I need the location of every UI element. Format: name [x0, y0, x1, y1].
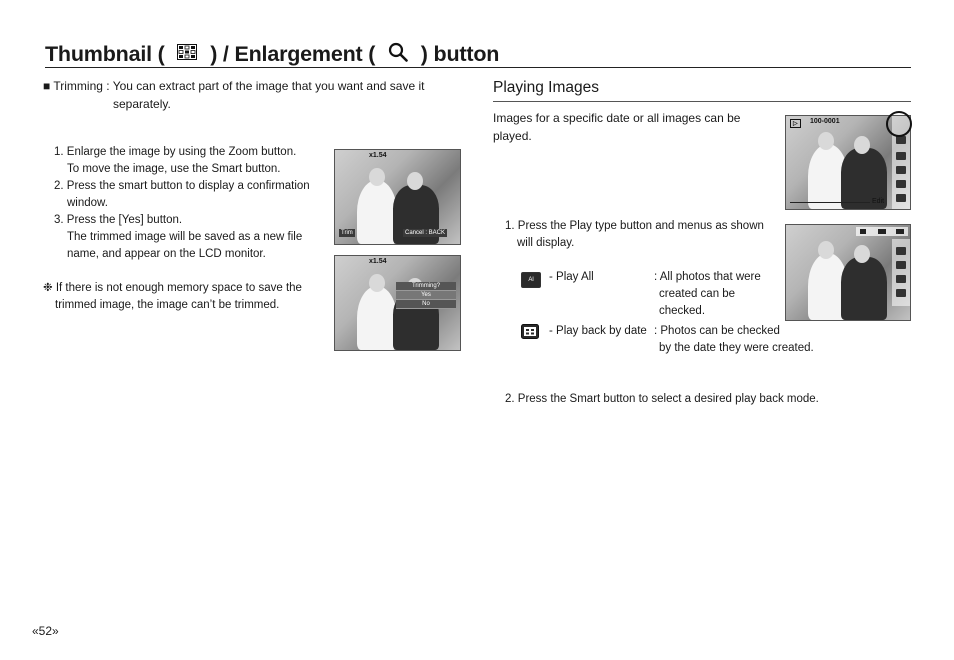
hand-icon: [896, 289, 906, 297]
yes-option[interactable]: Yes: [396, 291, 456, 300]
play-by-date-icon: [521, 324, 539, 339]
title-rule: [45, 67, 911, 68]
no-option[interactable]: No: [396, 300, 456, 309]
cancel-label: Cancel : BACK: [405, 230, 446, 236]
hand-icon: [896, 180, 906, 188]
play-all-desc2: created can be: [659, 288, 736, 300]
date-icon[interactable]: [896, 229, 904, 234]
bride-figure: [357, 180, 397, 244]
page-title: Thumbnail ( ) / Enlargement ( ) button: [45, 42, 500, 66]
section-rule: [493, 101, 911, 102]
highlight-circle-icon: [885, 110, 913, 138]
trim-label: Trim: [341, 230, 353, 236]
trimming-dialog: [396, 282, 456, 309]
play-date-label: - Play back by date: [549, 325, 647, 337]
step-1: 1. Enlarge the image by using the Zoom button.: [54, 146, 297, 158]
all-icon[interactable]: [878, 229, 886, 234]
play-all-desc3: checked.: [659, 305, 706, 317]
step-3-cont: The trimmed image will be saved as a new file: [67, 231, 303, 243]
trim-confirm-screen: [334, 255, 461, 351]
groom-head: [854, 136, 870, 154]
groom-figure: [841, 257, 887, 320]
groom-head: [407, 172, 423, 190]
step-1-cont: To move the image, use the Smart button.: [67, 163, 281, 175]
groom-head: [854, 245, 870, 263]
effect-icon: [896, 275, 906, 283]
note-line1: ❉ If there is not enough memory space to save the: [43, 282, 302, 294]
effect-icon: [896, 166, 906, 174]
step-3-cont2: name, and appear on the LCD monitor.: [67, 248, 266, 260]
bride-head: [369, 168, 385, 186]
step-1-play: 1. Press the Play type button and menus as shown: [505, 220, 764, 232]
intro-line2: played.: [493, 129, 532, 143]
bride-figure: [357, 286, 397, 350]
key-icon: [896, 261, 906, 269]
brush-icon: [896, 194, 906, 202]
step-1-play-cont: will display.: [517, 237, 575, 249]
zoom-label: x1.54: [369, 152, 387, 159]
intro-line1: Images for a specific date or all images can be: [493, 111, 741, 125]
arrow-icon: [860, 229, 866, 234]
note-line2: trimmed image, the image can’t be trimmed.: [55, 299, 280, 311]
page-number: «52»: [32, 624, 59, 638]
menu-sidebar: [892, 239, 910, 306]
trimming-prompt: Trimming?: [396, 282, 456, 291]
step-3: 3. Press the [Yes] button.: [54, 214, 183, 226]
step-2-play: 2. Press the Smart button to select a desired play back mode.: [505, 393, 819, 405]
bride-head: [818, 241, 834, 259]
play-all-icon: Al: [521, 272, 541, 288]
bride-head: [818, 132, 834, 150]
play-all-desc1: : All photos that were: [654, 271, 761, 283]
scroll-bar: [790, 202, 870, 203]
card-icon: [896, 247, 906, 255]
step-2: 2. Press the smart button to display a confirmation: [54, 180, 310, 192]
step-2-cont: window.: [67, 197, 108, 209]
key-icon: [896, 152, 906, 160]
trimming-heading: ■ Trimming : You can extract part of the image that you want and save it: [43, 79, 425, 93]
bride-head: [369, 274, 385, 292]
thumbnail-icon: [177, 44, 197, 60]
play-type-menu: [856, 227, 908, 236]
play-date-desc1: : Photos can be checked: [654, 325, 780, 337]
section-title: Playing Images: [493, 79, 599, 96]
zoom-label: x1.54: [369, 258, 387, 265]
magnifier-icon: [388, 42, 408, 62]
file-number: 100-0001: [810, 118, 840, 125]
play-icon: ▷: [790, 119, 801, 128]
play-type-screen: [785, 224, 911, 321]
play-date-desc2: by the date they were created.: [659, 342, 814, 354]
trimming-line2: separately.: [113, 97, 171, 111]
trim-screen-image: [334, 149, 461, 245]
edit-label: Edit: [872, 198, 885, 205]
play-all-label: - Play All: [549, 271, 594, 283]
